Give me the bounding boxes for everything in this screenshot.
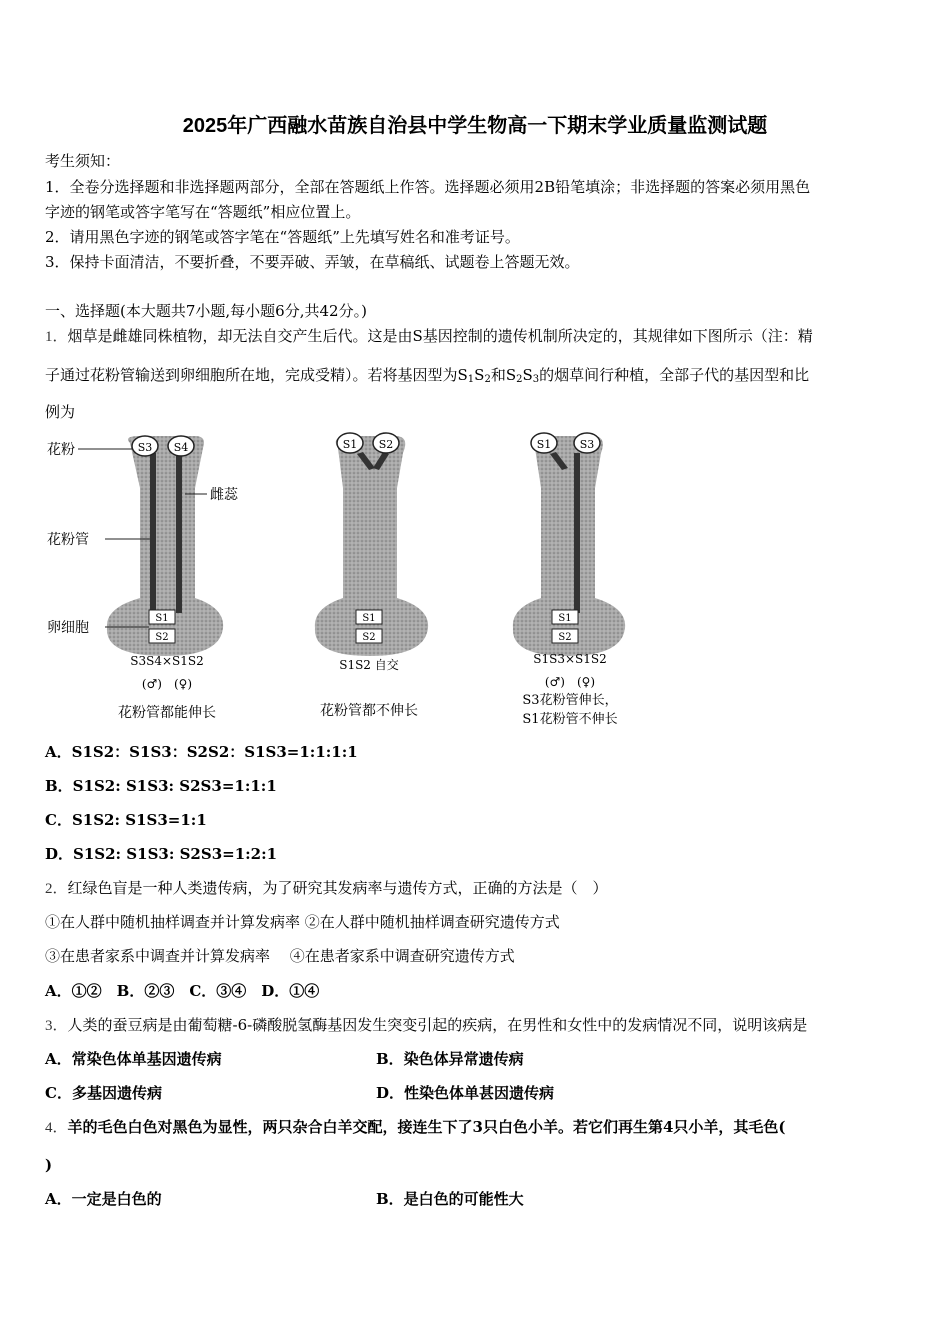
q2-options[interactable]: A．①② B．②③ C．③④ D．①④ [45, 982, 320, 1000]
q1-stem-line2 [45, 365, 809, 385]
q3-option-d[interactable]: D．性染色体单甚因遗传病 [376, 1084, 555, 1102]
q4-option-a[interactable]: A．一定是白色的 [45, 1190, 162, 1208]
q2-number: 2． [45, 881, 68, 897]
panel-3 [513, 433, 625, 727]
p1-sex: (♂) (♀) [141, 677, 193, 691]
p3-cross: S1S3×S1S2 [533, 652, 607, 666]
q3-option-a[interactable]: A．常染色体单基因遗传病 [45, 1050, 222, 1068]
p2-top-right: S2 [378, 438, 394, 451]
notice-heading: 考生须知： [45, 152, 121, 170]
q1-option-d[interactable]: D．S1S2: S1S3: S2S3=1:2:1 [45, 845, 278, 863]
label-pistil: 雌蕊 [210, 487, 238, 503]
q2-line3: ③在患者家系中调查并计算发病率 ④在患者家系中调查研究遗传方式 [45, 947, 515, 965]
p1-result: 花粉管都能伸长 [118, 705, 216, 721]
q3-option-b[interactable]: B．染色体异常遗传病 [376, 1050, 524, 1068]
label-egg: 卵细胞 [47, 620, 89, 636]
p3-sex: (♂) (♀) [544, 675, 596, 689]
q1-text-e: 的烟草间行种植，全部子代的基因型和比 [539, 366, 810, 384]
q4-text: 羊的毛色白色对黑色为显性，两只杂合白羊交配，接连生下了3只白色小羊。若它们再生第4只小羊，其毛色( [67, 1118, 786, 1136]
q3-number: 3． [45, 1018, 68, 1034]
p2-result: 花粉管都不伸长 [320, 703, 418, 719]
p2-egg-bottom: S2 [362, 632, 376, 643]
sub: 2 [484, 374, 491, 385]
q1-text-b: S [474, 366, 485, 384]
q1-stem-line1 [45, 326, 813, 347]
q1-text-a: 子通过花粉管输送到卵细胞所在地，完成受精）。若将基因型为S [45, 366, 468, 384]
p3-top-left: S1 [536, 438, 552, 451]
p2-cross: S1S2 自交 [339, 658, 399, 672]
notice-item-3: 3．保持卡面清洁，不要折叠，不要弄破、弄皱，在草稿纸、试题卷上答题无效。 [45, 253, 580, 271]
panel-1 [47, 436, 239, 721]
p2-top-left: S1 [342, 438, 358, 451]
q4-stem [45, 1117, 786, 1138]
q4-stem-end: ) [45, 1156, 53, 1174]
q2-text: 红绿色盲是一种人类遗传病，为了研究其发病率与遗传方式，正确的方法是（ ） [67, 879, 608, 897]
q4-number: 4． [45, 1120, 68, 1136]
q1-text-c: 和S [490, 366, 517, 384]
q1-option-a[interactable]: A．S1S2：S1S3：S2S2：S1S3=1:1:1:1 [45, 743, 358, 761]
q4-option-b[interactable]: B．是白色的可能性大 [376, 1190, 524, 1208]
pollen-tube-left [150, 453, 156, 613]
q1-text-line1: 烟草是雌雄同株植物，却无法自交产生后代。这是由S基因控制的遗传机制所决定的，其规律如下图所示（注：精 [67, 327, 813, 345]
notice-item-1: 1．全卷分选择题和非选择题两部分，全部在答题纸上作答。选择题必须用2B铅笔填涂；非选择题的答案必须用黑色 [45, 178, 811, 196]
p3-egg-bottom: S2 [558, 632, 572, 643]
q1-option-b[interactable]: B．S1S2: S1S3: S2S3=1:1:1 [45, 777, 277, 795]
p3-result-2: S1花粉管不伸长 [522, 712, 618, 727]
q3-stem [45, 1015, 807, 1036]
pollen-tube-figure [45, 428, 645, 733]
p1-cross: S3S4×S1S2 [130, 654, 204, 668]
q1-option-c[interactable]: C．S1S2: S1S3=1:1 [45, 811, 207, 829]
q1-number: 1． [45, 329, 68, 345]
p2-egg-top: S1 [362, 613, 376, 624]
sub: 2 [516, 374, 523, 385]
notice-item-1-cont: 字迹的钢笔或答字笔写在“答题纸”相应位置上。 [45, 203, 361, 221]
section-heading: 一、选择题(本大题共7小题,每小题6分,共42分。) [45, 302, 367, 320]
label-pollen: 花粉 [47, 442, 75, 458]
sub: 3 [532, 374, 540, 385]
long-tube-right [574, 453, 580, 613]
q3-text: 人类的蚕豆病是由葡萄糖-6-磷酸脱氢酶基因发生突变引起的疾病，在男性和女性中的发病情况不同，说明该病是 [67, 1016, 808, 1034]
panel-2 [315, 433, 428, 719]
q2-line2: ①在人群中随机抽样调查并计算发病率 ②在人群中随机抽样调查研究遗传方式 [45, 913, 560, 931]
q1-stem-line3: 例为 [45, 403, 76, 421]
pollen-tube-right [176, 453, 182, 613]
p3-top-right: S3 [579, 438, 595, 451]
q1-text-d: S [522, 366, 533, 384]
p3-egg-top: S1 [558, 613, 572, 624]
sub: 1 [467, 374, 475, 385]
q2-stem [45, 878, 608, 899]
notice-item-2: 2．请用黑色字迹的钢笔或答字笔在“答题纸”上先填写姓名和准考证号。 [45, 228, 520, 246]
p1-top-right: S4 [173, 441, 189, 454]
exam-title: 2025年广西融水苗族自治县中学生物高一下期末学业质量监测试题 [182, 115, 768, 137]
label-tube: 花粉管 [47, 532, 89, 548]
p1-egg-bottom: S2 [155, 632, 169, 643]
q3-option-c[interactable]: C．多基因遗传病 [45, 1084, 162, 1102]
p1-egg-top: S1 [155, 613, 169, 624]
p1-top-left: S3 [137, 441, 153, 454]
p3-result-1: S3花粉管伸长， [522, 693, 618, 708]
